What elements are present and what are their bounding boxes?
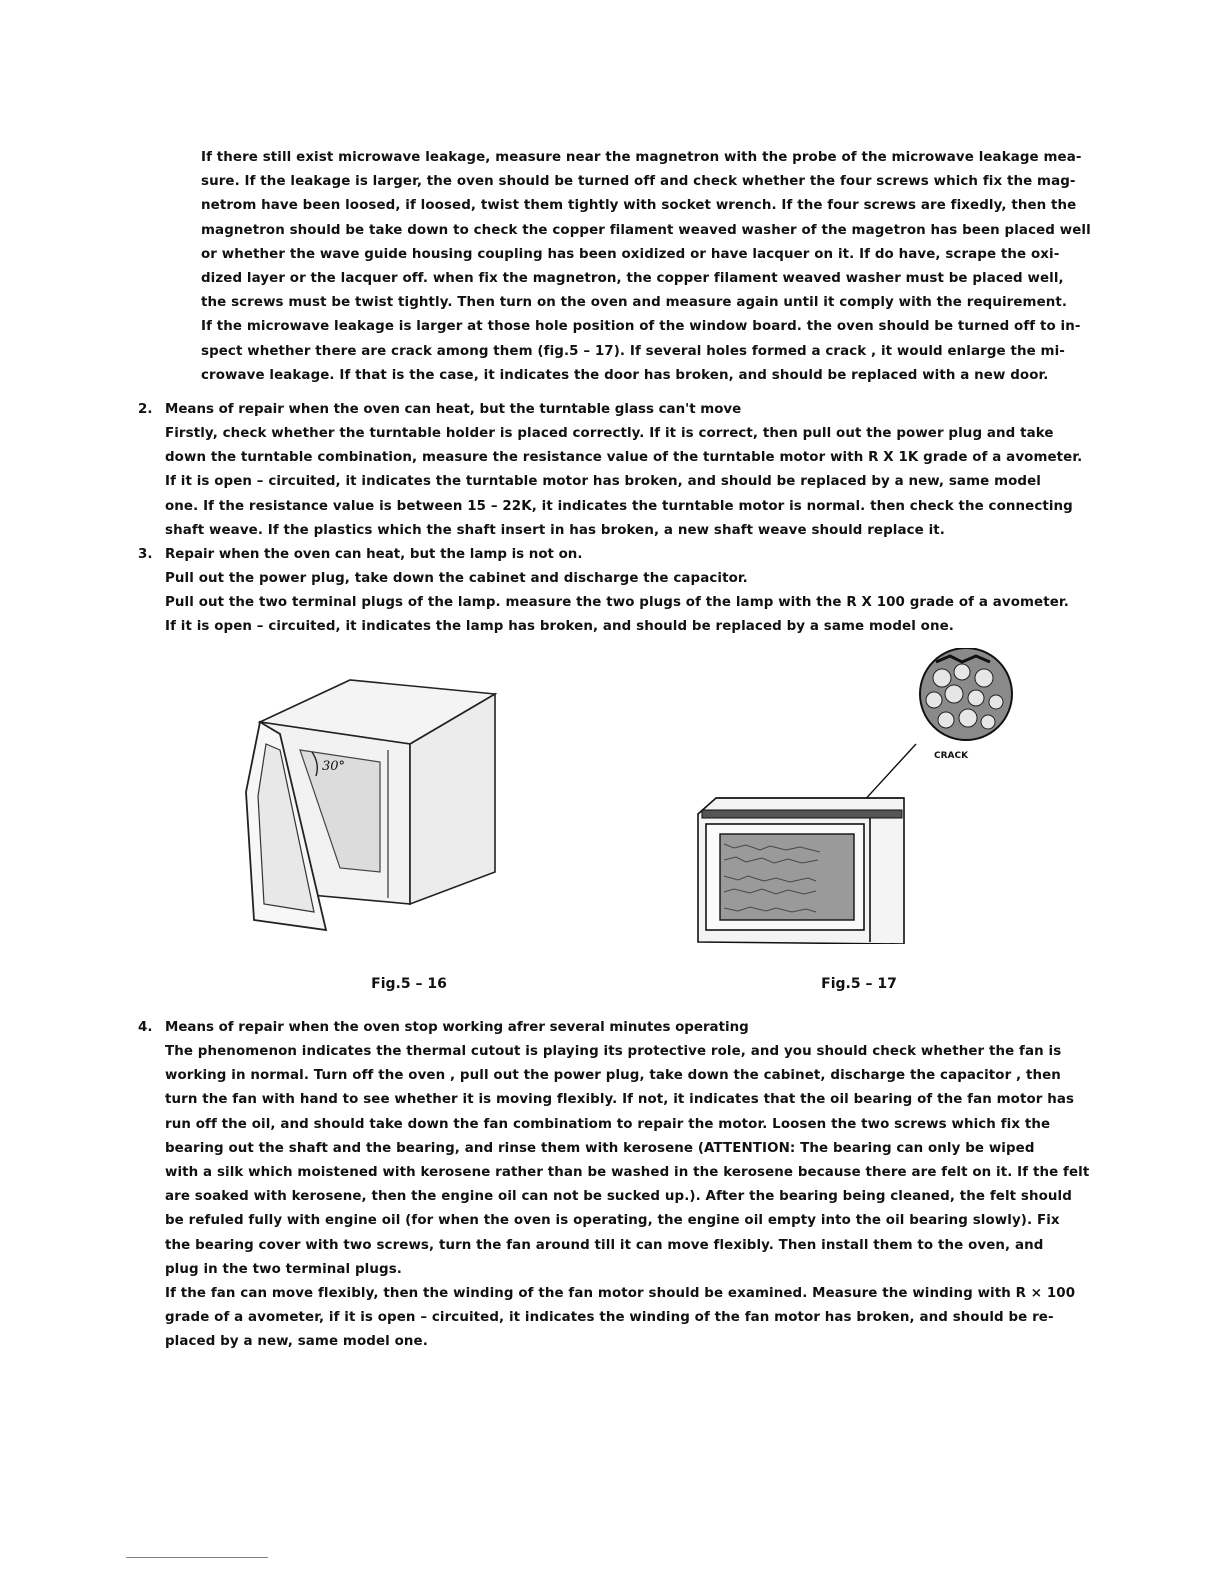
- text-line: with a silk which moistened with kerosene rather than be washed in the kerosene because there are felt on it. If the felt: [165, 1165, 1090, 1181]
- text-line: spect whether there are crack among them (fig.5 – 17). If several holes formed a crack , it would enlarge the mi-: [201, 343, 1065, 359]
- figure-caption: Fig.5 – 16: [371, 976, 447, 992]
- text-line: working in normal. Turn off the oven , pull out the power plug, take down the cabinet, discharge the capacitor , then: [165, 1068, 1061, 1084]
- text-line: dized layer or the lacquer off. when fix the magnetron, the copper filament weaved washer must be placed well,: [201, 271, 1064, 287]
- text-line: Pull out the power plug, take down the cabinet and discharge the capacitor.: [165, 571, 748, 586]
- text-line: shaft weave. If the plastics which the shaft insert in has broken, a new shaft weave should replace it.: [165, 522, 945, 538]
- text-line: down the turntable combination, measure the resistance value of the turntable motor with R X 1K grade of a avometer.: [165, 450, 1083, 466]
- footer-rule: [126, 1557, 268, 1558]
- section-number: 2.: [138, 402, 153, 417]
- text-line: are soaked with kerosene, then the engine oil can not be sucked up.). After the bearing being cleaned, the felt should: [165, 1189, 1072, 1205]
- text-line: placed by a new, same model one.: [165, 1334, 428, 1350]
- section-body: [165, 1040, 1117, 1355]
- section-heading: Means of repair when the oven stop working afrer several minutes operating: [165, 1020, 749, 1035]
- text-line: netrom have been loosed, if loosed, twist them tightly with socket wrench. If the four screws are fixedly, then the: [201, 198, 1077, 214]
- figure-caption: Fig.5 – 17: [821, 976, 897, 992]
- section-body: [165, 422, 1117, 543]
- text-line: sure. If the leakage is larger, the oven should be turned off and check whether the four screws which fix the mag-: [201, 174, 1076, 190]
- section-heading: Repair when the oven can heat, but the lamp is not on.: [165, 547, 583, 562]
- text-line: the bearing cover with two screws, turn the fan around till it can move flexibly. Then install them to the oven, and: [165, 1237, 1044, 1253]
- text-line: If there still exist microwave leakage, measure near the magnetron with the probe of the microwave leakage mea-: [201, 150, 1082, 165]
- text-line: turn the fan with hand to see whether it is moving flexibly. If not, it indicates that the oil bearing of the fan motor has: [165, 1092, 1075, 1108]
- text-line: Firstly, check whether the turntable holder is placed correctly. If it is correct, then pull out the power plug and take: [165, 426, 1054, 441]
- figure-oven-window-crack: [690, 648, 1030, 944]
- figure-oven-open-door: [240, 672, 500, 934]
- text-line: one. If the resistance value is between 15 – 22K, it indicates the turntable motor is normal. then check the connecting: [165, 498, 1073, 514]
- text-line: or whether the wave guide housing coupling has been oxidized or have lacquer on it. If do have, scrape the oxi-: [201, 246, 1060, 262]
- section-number: 3.: [138, 547, 153, 562]
- text-line: The phenomenon indicates the thermal cutout is playing its protective role, and you should check whether the fan is: [165, 1044, 1062, 1059]
- text-line: If the fan can move flexibly, then the winding of the fan motor should be examined. Measure the winding with R × 100: [165, 1286, 1076, 1302]
- text-line: the screws must be twist tightly. Then turn on the oven and measure again until it comply with the requirement.: [201, 295, 1068, 311]
- text-line: If it is open – circuited, it indicates the lamp has broken, and should be replaced by a same model one.: [165, 619, 954, 635]
- text-line: Pull out the two terminal plugs of the lamp. measure the two plugs of the lamp with the R X 100 grade of a avometer.: [165, 595, 1069, 611]
- text-line: bearing out the shaft and the bearing, and rinse them with kerosene (ATTENTION: The bearing can only be wiped: [165, 1140, 1035, 1156]
- text-line: If the microwave leakage is larger at those hole position of the window board. the oven should be turned off to in-: [201, 319, 1081, 335]
- callout-label: CRACK: [934, 751, 969, 761]
- section-heading: Means of repair when the oven can heat, but the turntable glass can't move: [165, 402, 742, 417]
- section-body: [165, 567, 1117, 640]
- intro-paragraph: [201, 146, 1117, 388]
- text-line: magnetron should be take down to check the copper filament weaved washer of the magetron has been placed well: [201, 222, 1091, 238]
- section-number: 4.: [138, 1020, 153, 1035]
- text-line: plug in the two terminal plugs.: [165, 1261, 402, 1277]
- text-line: be refuled fully with engine oil (for when the oven is operating, the engine oil empty into the oil bearing slowly). Fix: [165, 1213, 1060, 1229]
- text-line: If it is open – circuited, it indicates the turntable motor has broken, and should be replaced by a new, same model: [165, 474, 1041, 490]
- text-line: grade of a avometer, if it is open – circuited, it indicates the winding of the fan motor has broken, and should be re-: [165, 1310, 1054, 1326]
- angle-label: 30°: [322, 759, 346, 774]
- text-line: run off the oil, and should take down the fan combinatiom to repair the motor. Loosen the two screws which fix the: [165, 1116, 1051, 1132]
- text-line: crowave leakage. If that is the case, it indicates the door has broken, and should be replaced with a new door.: [201, 367, 1049, 383]
